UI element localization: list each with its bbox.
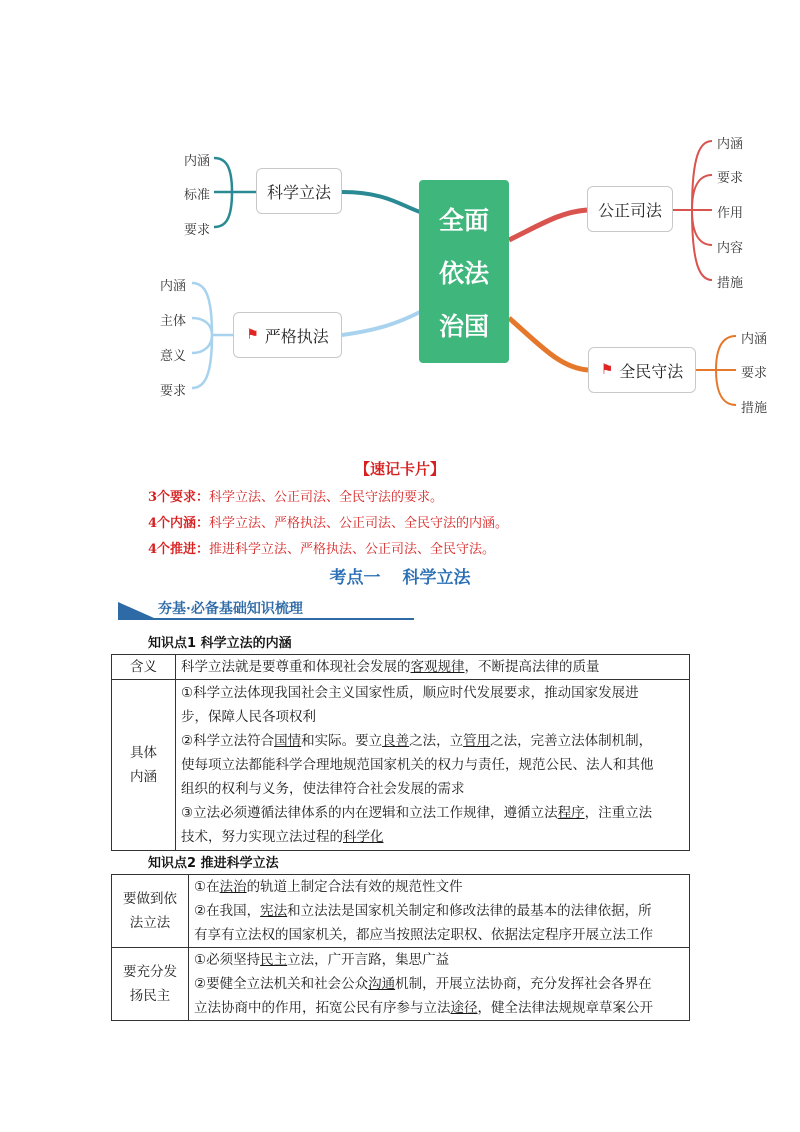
node-quanmin-label: 全民守法	[619, 361, 684, 381]
text-line: 组织的权利与义务，使法律符合社会发展的需求	[181, 781, 465, 797]
memo-line-2-text: 科学立法、严格执法、公正司法、全民守法的内涵。	[209, 516, 509, 531]
kp2-row1-content	[189, 875, 690, 948]
text-line	[194, 948, 684, 972]
leaf-quanmin-1: 内涵	[741, 332, 768, 347]
text: ①在	[194, 879, 220, 895]
flag-icon: ⚑	[246, 327, 259, 343]
label-line: 要充分发	[123, 964, 177, 980]
kp1-row2-content	[176, 680, 690, 851]
banner-text: 夯基·必备基础知识梳理	[158, 601, 303, 617]
text-line	[194, 972, 684, 996]
underlined-term: 管用	[463, 733, 491, 749]
memo-line-3-text: 推进科学立法、严格执法、公正司法、全民守法。	[209, 542, 496, 557]
connector-kexue	[342, 192, 420, 212]
leaf-gongzheng-4: 内容	[717, 241, 744, 256]
leaf-gongzheng-2: 要求	[717, 171, 744, 186]
text-line: ①科学立法体现我国社会主义国家性质，顺应时代发展要求，推动国家发展进	[181, 685, 639, 701]
node-kexue-lifa	[256, 168, 342, 214]
node-yange-label: 严格执法	[264, 326, 329, 346]
text-line	[181, 825, 684, 849]
kp1-row1-label: 含义	[112, 655, 176, 680]
connector-gongzheng-leaves	[673, 141, 712, 280]
label-line: 具体	[130, 745, 157, 761]
leaf-quanmin-2: 要求	[741, 366, 768, 381]
node-quanmin-shoufa	[588, 347, 696, 393]
text: ②科学立法符合	[181, 733, 275, 749]
center-line-2: 依法	[438, 258, 489, 288]
leaf-kexue-3: 要求	[184, 223, 211, 238]
connector-yange-leaves	[192, 283, 233, 388]
leaf-quanmin-3: 措施	[741, 401, 768, 416]
underlined-term: 法治	[219, 879, 247, 895]
text-line	[194, 875, 684, 899]
text: 之法，立	[409, 733, 464, 749]
mindmap-center	[419, 180, 509, 363]
text: 和立法法是国家机关制定和修改法律的最基本的法律依据，所	[287, 903, 652, 919]
text: 技术，努力实现立法过程的	[181, 829, 343, 845]
text: ，不断提高法律的质量	[464, 659, 600, 675]
table-row	[112, 948, 690, 1021]
node-kexue-label: 科学立法	[266, 182, 331, 202]
memo-line-3-head: 4个推进：	[148, 542, 210, 557]
text: ③立法必须遵循法律体系的内在逻辑和立法工作规律，遵循立法	[181, 805, 558, 821]
underlined-term: 良善	[382, 733, 410, 749]
kp2-table	[111, 874, 690, 1021]
connector-quanmin	[509, 318, 588, 370]
leaf-yange-3: 意义	[160, 349, 187, 364]
table-row	[112, 680, 690, 851]
center-line-3: 治国	[438, 311, 489, 341]
memo-line-2	[148, 512, 508, 531]
text: 的轨道上制定合法有效的规范性文件	[246, 879, 463, 895]
node-gongzheng-label: 公正司法	[597, 200, 662, 220]
section-title-b: 科学立法	[402, 568, 471, 588]
text: 立法协商中的作用，拓宽公民有序参与立法	[194, 1000, 451, 1016]
label-line: 要做到依	[123, 891, 177, 907]
text: ，健全法律法规规章草案公开	[477, 1000, 653, 1016]
memo-line-1	[148, 486, 443, 505]
kp2-title: 知识点2 推进科学立法	[148, 856, 279, 871]
leaf-gongzheng-1: 内涵	[717, 137, 744, 152]
kp2-row2-content	[189, 948, 690, 1021]
memo-line-2-head: 4个内涵：	[148, 516, 210, 531]
underlined-term: 科学化	[343, 829, 384, 845]
kp1-table	[111, 654, 690, 851]
node-yange-zhifa	[233, 312, 342, 358]
connector-quanmin-leaves	[696, 336, 736, 405]
text-line: 有享有立法权的国家机关，都应当按照法定职权、依据法定程序开展立法工作	[194, 927, 653, 943]
kp1-title: 知识点1 科学立法的内涵	[148, 636, 292, 651]
underlined-term: 客观规律	[410, 659, 465, 675]
label-line: 法立法	[129, 915, 171, 931]
text-line	[194, 899, 684, 923]
banner-triangle	[118, 602, 154, 618]
leaf-yange-1: 内涵	[160, 279, 187, 294]
underlined-term: 民主	[260, 952, 288, 968]
text: ①必须坚持	[194, 952, 261, 968]
connector-yange	[342, 312, 420, 335]
section-title	[0, 563, 800, 588]
memo-line-1-head: 3个要求：	[148, 490, 210, 505]
underlined-term: 沟通	[368, 976, 396, 992]
banner-underline	[118, 618, 414, 620]
text: 和实际。要立	[301, 733, 383, 749]
text: 科学立法就是要尊重和体现社会发展的	[181, 659, 411, 675]
underlined-term: 宪法	[260, 903, 288, 919]
underlined-term: 途径	[450, 1000, 478, 1016]
kp1-row2-label	[112, 680, 176, 851]
text-line	[181, 801, 684, 825]
leaf-kexue-1: 内涵	[184, 154, 211, 169]
kp1-row1-content	[176, 655, 690, 680]
memo-card-title: 【速记卡片】	[354, 460, 445, 478]
leaf-gongzheng-3: 作用	[717, 206, 744, 221]
section-banner	[118, 598, 414, 620]
connector-kexue-leaves	[214, 158, 256, 227]
table-row	[112, 875, 690, 948]
memo-line-1-text: 科学立法、公正司法、全民守法的要求。	[209, 490, 444, 505]
text: 机制，开展立法协商，充分发挥社会各界在	[395, 976, 652, 992]
leaf-yange-2: 主体	[160, 314, 187, 329]
underlined-term: 国情	[274, 733, 302, 749]
memo-line-3	[148, 538, 495, 557]
text: ②在我国，	[194, 903, 261, 919]
flag-icon: ⚑	[600, 362, 614, 378]
text: ②要健全立法机关和社会公众	[194, 976, 369, 992]
table-row	[112, 655, 690, 680]
text: ，注重立法	[584, 805, 653, 821]
text-line: 步，保障人民各项权利	[181, 709, 316, 725]
underlined-term: 程序	[557, 805, 585, 821]
text: 立法，广开言路，集思广益	[287, 952, 450, 968]
node-gongzheng-sifa	[587, 186, 673, 232]
leaf-gongzheng-5: 措施	[717, 276, 744, 291]
label-line: 内涵	[130, 769, 157, 785]
label-line: 扬民主	[129, 988, 171, 1004]
text-line	[194, 996, 684, 1020]
kp2-row1-label	[112, 875, 189, 948]
kp2-row2-label	[112, 948, 189, 1021]
center-line-1: 全面	[438, 205, 489, 235]
text-line	[181, 729, 684, 753]
text: 之法，完善立法体制机制，	[490, 733, 653, 749]
leaf-yange-4: 要求	[160, 384, 187, 399]
connector-gongzheng	[509, 210, 587, 240]
text-line: 使每项立法都能科学合理地规范国家机关的权力与责任，规范公民、法人和其他	[181, 757, 654, 773]
leaf-kexue-2: 标准	[184, 188, 211, 203]
section-title-a: 考点一	[329, 568, 381, 588]
